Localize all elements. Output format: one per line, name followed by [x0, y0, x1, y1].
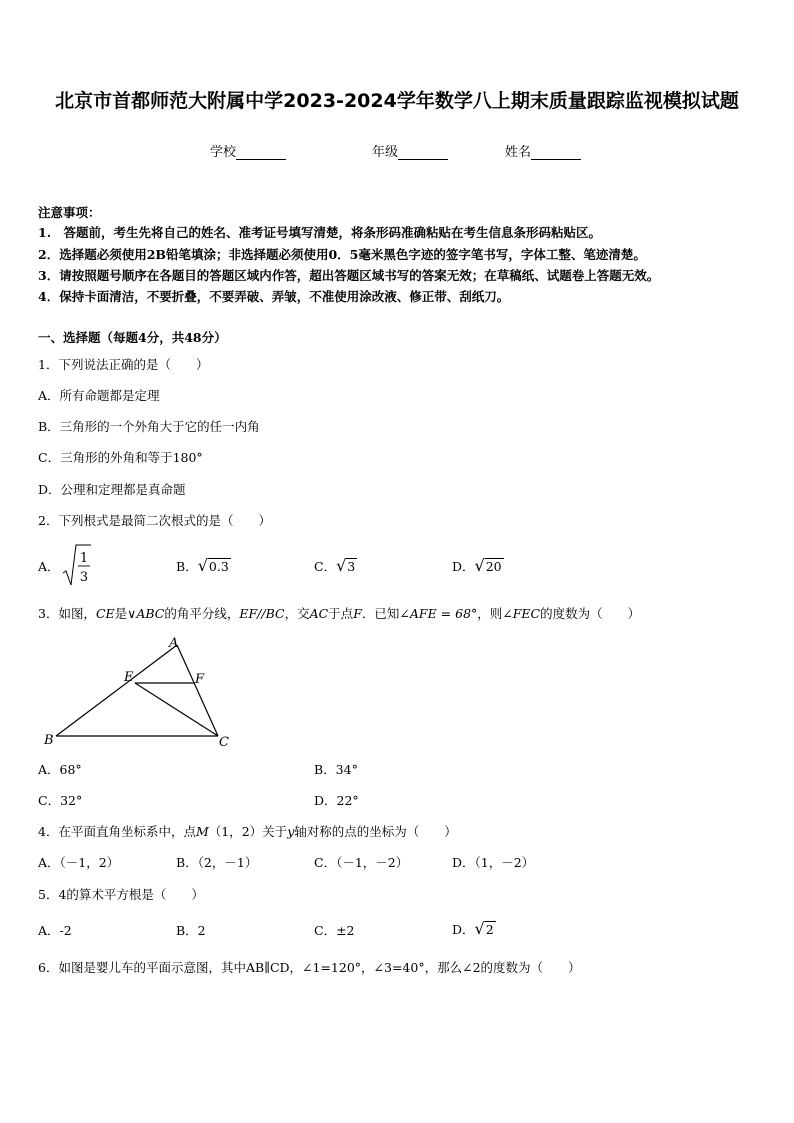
- q5-option-d[interactable]: [452, 919, 496, 938]
- q2-stem: 2．下列根式是最简二次根式的是（ ）: [38, 513, 271, 528]
- q5-option-c[interactable]: C．±2: [314, 923, 355, 938]
- name-field[interactable]: [505, 141, 581, 160]
- name-label: 姓名: [505, 145, 532, 160]
- q3-option-b[interactable]: B．34°: [314, 762, 358, 777]
- q2-b-label: B．: [176, 559, 198, 574]
- notice-item: 3．请按照题号顺序在各题目的答题区域内作答，超出答题区域书写的答案无效；在草稿纸、试题卷上答题无效。: [38, 268, 660, 283]
- sqrt-icon: √: [474, 919, 485, 938]
- school-field[interactable]: [210, 141, 286, 160]
- q3-option-c[interactable]: C．32°: [38, 793, 83, 808]
- q4-option-a[interactable]: A．（－1，2）: [38, 855, 120, 870]
- q1-stem: 1．下列说法正确的是（ ）: [38, 357, 209, 372]
- label-c: C: [219, 735, 229, 750]
- fraction-numerator: 1: [79, 551, 89, 566]
- label-b: B: [44, 733, 54, 748]
- q3-option-d[interactable]: D．22°: [314, 793, 359, 808]
- q4-option-c[interactable]: C．（－1，－2）: [314, 855, 409, 870]
- q1-option-b[interactable]: B．三角形的一个外角大于它的任一内角: [38, 419, 260, 434]
- q2-c-label: C．: [314, 559, 337, 574]
- notice-item: 2．选择题必须使用2B铅笔填涂；非选择题必须使用0．5毫米黑色字迹的签字笔书写，字体工整、笔迹清楚。: [38, 247, 646, 262]
- q1-option-d[interactable]: D．公理和定理都是真命题: [38, 482, 186, 497]
- q2-option-c[interactable]: [314, 556, 357, 575]
- q6-stem: 6．如图是婴儿车的平面示意图，其中AB∥CD，∠1=120°，∠3=40°，那么∠2的度数为（ ）: [38, 960, 581, 975]
- notice-item: 4．保持卡面清洁，不要折叠，不要弄破、弄皱，不准使用涂改液、修正带、刮纸刀。: [38, 289, 510, 304]
- label-f: F: [195, 672, 205, 687]
- sqrt-icon: √: [474, 556, 485, 575]
- q3-option-a[interactable]: A．68°: [38, 762, 82, 777]
- grade-label: 年级: [372, 145, 399, 160]
- sqrt-icon: √: [336, 556, 347, 575]
- school-label: 学校: [210, 145, 237, 160]
- q3-triangle-figure: [38, 634, 238, 754]
- line-ba: [56, 645, 177, 736]
- q5-d-value: 2: [485, 922, 494, 937]
- q1-option-a[interactable]: A．所有命题都是定理: [38, 388, 160, 403]
- q5-d-label: D．: [452, 922, 475, 937]
- school-blank[interactable]: [236, 146, 286, 160]
- label-e: E: [124, 670, 134, 685]
- fraction-denominator: 3: [79, 570, 89, 585]
- q4-stem: 4．在平面直角坐标系中，点M（1，2）关于y轴对称的点的坐标为（ ）: [38, 824, 457, 839]
- q3-stem: 3．如图，CE是∨ABC的角平分线，EF//BC，交AC于点F．已知∠AFE = 68°，则∠FEC的度数为（ ）: [38, 606, 641, 621]
- q2-d-label: D．: [452, 559, 475, 574]
- notice-heading: 注意事项：: [38, 205, 101, 220]
- q2-d-value: 20: [485, 559, 502, 574]
- sqrt-icon: √: [197, 556, 208, 575]
- q5-option-b[interactable]: B．2: [176, 923, 206, 938]
- q2-option-d[interactable]: [452, 556, 504, 575]
- sqrt-fraction-icon: [62, 543, 92, 589]
- notice-item: 1. 答题前，考生先将自己的姓名、准考证号填写清楚，将条形码准确粘贴在考生信息条形码粘贴区。: [38, 225, 602, 240]
- grade-field[interactable]: [372, 141, 448, 160]
- q4-option-b[interactable]: B．（2，－1）: [176, 855, 258, 870]
- q2-b-value: 0.3: [208, 559, 229, 574]
- q5-option-a[interactable]: A．-2: [38, 923, 72, 938]
- q2-c-value: 3: [347, 559, 356, 574]
- label-a: A: [169, 636, 179, 651]
- q2-option-b[interactable]: [176, 556, 231, 575]
- q5-stem: 5．4的算术平方根是（ ）: [38, 887, 204, 902]
- page-title: 北京市首都师范大附属中学2023-2024学年数学八上期末质量跟踪监视模拟试题: [55, 90, 739, 112]
- name-blank[interactable]: [531, 146, 581, 160]
- section-heading: 一、选择题（每题4分，共48分）: [38, 330, 227, 345]
- q2-a-label: A．: [38, 559, 60, 574]
- q4-option-d[interactable]: D．（1，－2）: [452, 855, 535, 870]
- grade-blank[interactable]: [398, 146, 448, 160]
- q1-option-c[interactable]: C．三角形的外角和等于180°: [38, 450, 203, 465]
